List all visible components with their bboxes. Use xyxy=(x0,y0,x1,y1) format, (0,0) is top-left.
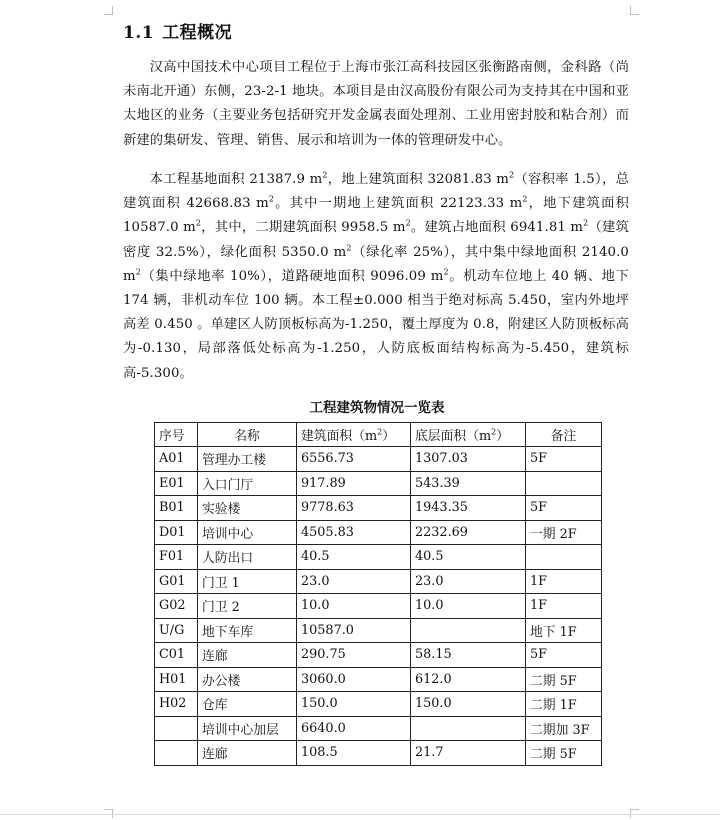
text-run: ，其中，二期建筑面积 9958.5 m xyxy=(201,220,406,236)
header-no: 序号 xyxy=(155,423,198,447)
cell-base: 1307.03 xyxy=(411,447,526,472)
crop-mark-top-right xyxy=(630,6,639,15)
cell-name: 地下车库 xyxy=(198,618,297,643)
cell-area: 150.0 xyxy=(297,692,411,717)
header-base-label: 底层面积（m xyxy=(415,429,492,444)
cell-no: G01 xyxy=(155,569,198,594)
table-row xyxy=(155,520,602,545)
header-base-close: ） xyxy=(496,429,510,444)
cell-name: 培训中心 xyxy=(198,520,297,545)
header-note: 备注 xyxy=(526,423,602,447)
cell-no: D01 xyxy=(155,520,198,545)
superscript: 2 xyxy=(405,218,411,228)
table-body xyxy=(155,447,602,766)
cell-area: 10.0 xyxy=(297,594,411,619)
table-row xyxy=(155,447,602,472)
cell-area: 917.89 xyxy=(297,471,411,496)
cell-base: 10.0 xyxy=(411,594,526,619)
superscript: 2 xyxy=(346,243,352,253)
section-heading xyxy=(123,18,232,43)
header-name: 名称 xyxy=(198,423,297,447)
cell-name: 实验楼 xyxy=(198,496,297,521)
text-run: （建筑密度 32.5%），绿化面积 5350.0 m xyxy=(123,220,629,260)
cell-base: 1943.35 xyxy=(411,496,526,521)
cell-base xyxy=(411,716,526,741)
cell-note: 1F xyxy=(526,594,602,619)
cell-note: 1F xyxy=(526,569,602,594)
superscript: 2 xyxy=(135,267,141,277)
cell-name: 连廊 xyxy=(198,643,297,668)
cell-base: 150.0 xyxy=(411,692,526,717)
superscript: 2 xyxy=(522,194,528,204)
text-run: ，地下建筑面积 10587.0 m xyxy=(123,196,629,236)
cell-name: 入口门厅 xyxy=(198,471,297,496)
cell-name: 连廊 xyxy=(198,741,297,766)
cell-no: H02 xyxy=(155,692,198,717)
cell-note: 5F xyxy=(526,496,602,521)
buildings-table xyxy=(154,422,602,766)
table-title: 工程建筑物情况一览表 xyxy=(309,400,445,416)
table-row xyxy=(155,545,602,570)
cell-note: 二期 1F xyxy=(526,692,602,717)
cell-area: 6556.73 xyxy=(297,447,411,472)
superscript: 2 xyxy=(322,170,328,180)
table-row xyxy=(155,667,602,692)
cell-note: 一期 2F xyxy=(526,520,602,545)
cell-area: 23.0 xyxy=(297,569,411,594)
cell-base: 21.7 xyxy=(411,741,526,766)
superscript: 2 xyxy=(443,267,449,277)
section-title: 工程概况 xyxy=(162,23,233,43)
text-run: 。建筑占地面积 6941.81 m xyxy=(410,220,584,236)
table-row xyxy=(155,741,602,766)
cell-no: B01 xyxy=(155,496,198,521)
table-row xyxy=(155,496,602,521)
page-bottom-edge xyxy=(0,814,720,815)
cell-base: 2232.69 xyxy=(411,520,526,545)
section-number: 1.1 xyxy=(123,23,155,43)
header-area-label: 建筑面积（m xyxy=(301,429,378,444)
cell-base: 612.0 xyxy=(411,667,526,692)
cell-no xyxy=(155,741,198,766)
area-statistics-paragraph xyxy=(123,168,629,386)
superscript: 2 xyxy=(509,170,515,180)
cell-name: 人防出口 xyxy=(198,545,297,570)
superscript: 2 xyxy=(195,218,202,228)
table-row xyxy=(155,569,602,594)
cell-name: 门卫 2 xyxy=(198,594,297,619)
cell-note xyxy=(526,545,602,570)
cell-no: F01 xyxy=(155,545,198,570)
cell-name: 培训中心加层 xyxy=(198,716,297,741)
superscript: 2 xyxy=(491,427,497,437)
cell-name: 门卫 1 xyxy=(198,569,297,594)
header-area xyxy=(297,423,411,447)
cell-name: 仓库 xyxy=(198,692,297,717)
table-row xyxy=(155,594,602,619)
project-location-paragraph: 汉高中国技术中心项目工程位于上海市张江高科技园区张衡路南侧，金科路（尚未南北开通）东侧，23-2-1 地块。本项目是由汉高股份有限公司为支持其在中国和亚太地区的业务（主要业务包括研究开发金属表面处理剂、工业用密封胶和粘合剂）而新建的集研发、管理、销售、展示和培训为一体的管理研发中心。 xyxy=(123,60,629,148)
cell-note: 二期 5F xyxy=(526,667,602,692)
table-header-row xyxy=(155,423,602,447)
cell-note: 二期加 3F xyxy=(526,716,602,741)
cell-no: E01 xyxy=(155,471,198,496)
cell-base: 23.0 xyxy=(411,569,526,594)
cell-name: 管理办工楼 xyxy=(198,447,297,472)
cell-no: G02 xyxy=(155,594,198,619)
cell-note: 5F xyxy=(526,447,602,472)
header-base xyxy=(411,423,526,447)
text-run: 本工程基地面积 21387.9 m xyxy=(149,172,323,187)
text-run: （集中绿地率 10%），道路硬地面积 9096.09 m xyxy=(140,268,444,284)
cell-note: 地下 1F xyxy=(526,618,602,643)
cell-area: 40.5 xyxy=(297,545,411,570)
text-run: （绿化率 25%），其中集中绿地面积 2140.0 m xyxy=(123,244,629,284)
cell-area: 9778.63 xyxy=(297,496,411,521)
text-run: ，地上建筑面积 32081.83 m xyxy=(327,172,509,187)
cell-area: 108.5 xyxy=(297,741,411,766)
table-row xyxy=(155,716,602,741)
text-run: 。其中一期地上建筑面积 22123.33 m xyxy=(273,196,523,212)
text-run: 。机动车位地上 40 辆、地下 174 辆，非机动车位 100 辆。本工程±0.000 相当于绝对标高 5.450，室内外地坪高差 0.450 。单建区人防顶板标高为-1.250，覆土厚度为 0.8，附建区人防顶板标高为-0.130，局部落低处标高为-1.250，人防底板面结构标高为-5.450，建筑标高-5.300。 xyxy=(123,268,630,381)
cell-area: 3060.0 xyxy=(297,667,411,692)
cell-no: C01 xyxy=(155,643,198,668)
cell-base: 543.39 xyxy=(411,471,526,496)
cell-name: 办公楼 xyxy=(198,667,297,692)
cell-base xyxy=(411,618,526,643)
header-area-close: ） xyxy=(382,429,396,444)
cell-area: 6640.0 xyxy=(297,716,411,741)
table-row xyxy=(155,643,602,668)
cell-note xyxy=(526,471,602,496)
table-row xyxy=(155,692,602,717)
cell-area: 4505.83 xyxy=(297,520,411,545)
crop-mark-top-left xyxy=(104,6,113,15)
superscript: 2 xyxy=(583,218,589,228)
cell-area: 290.75 xyxy=(297,643,411,668)
cell-note: 二期 5F xyxy=(526,741,602,766)
cell-no xyxy=(155,716,198,741)
text-run: （容积率 1.5），总建筑面积 42668.83 m xyxy=(123,172,629,212)
superscript: 2 xyxy=(268,194,274,204)
cell-note: 5F xyxy=(526,643,602,668)
table-row xyxy=(155,471,602,496)
cell-base: 40.5 xyxy=(411,545,526,570)
cell-no: A01 xyxy=(155,447,198,472)
superscript: 2 xyxy=(377,427,383,437)
table-row xyxy=(155,618,602,643)
cell-base: 58.15 xyxy=(411,643,526,668)
cell-no: H01 xyxy=(155,667,198,692)
cell-area: 10587.0 xyxy=(297,618,411,643)
cell-no: U/G xyxy=(155,618,198,643)
